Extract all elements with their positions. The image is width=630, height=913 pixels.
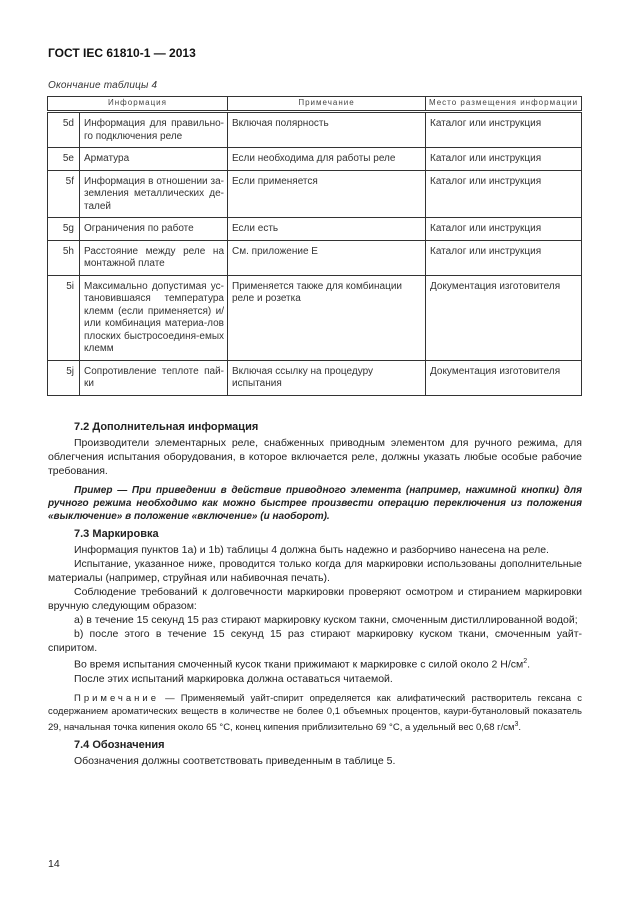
cell-info: Расстояние между реле на монтажной плате xyxy=(80,240,228,275)
cell-note: Если есть xyxy=(228,218,426,241)
table-row xyxy=(48,240,582,275)
section-7-2-title: 7.2 Дополнительная информация xyxy=(74,421,259,433)
row-number: 5f xyxy=(48,170,80,218)
cell-info: Ограничения по работе xyxy=(80,218,228,241)
paragraph: Информация пунктов 1a) и 1b) таблицы 4 должна быть надежно и разборчиво нанесена на реле. xyxy=(74,544,549,556)
table-4 xyxy=(47,96,582,396)
table-row xyxy=(48,170,582,218)
cell-place: Каталог или инструкция xyxy=(426,112,582,148)
note-paragraph xyxy=(48,692,582,734)
note-text: — Применяемый уайт-спирит определяется как алифатический растворитель гексана с содержанием ароматических веществ в количестве не более 0,1 объемных процентов, каури-бутаноловый показатель 29, начальная точка кипения около 65 °С, конец кипения приблизительно 69 °С, а удельный вес 0,68 г/см xyxy=(48,692,582,733)
column-header-place: Место размещения информации xyxy=(426,97,582,112)
cell-note: Включая полярность xyxy=(228,112,426,148)
paragraph: После этих испытаний маркировка должна оставаться читаемой. xyxy=(74,672,393,685)
column-header-info: Информация xyxy=(48,97,228,112)
paragraph: Во время испытания смоченный кусок ткани прижимают к маркировке с силой около 2 $Н/см^2$. xyxy=(74,658,531,671)
table-row xyxy=(48,218,582,241)
cell-place: Документация изготовителя xyxy=(426,360,582,395)
paragraph: Обозначения должны соответствовать приведенным в таблице 5. xyxy=(74,754,396,767)
row-number: 5e xyxy=(48,148,80,171)
row-number: 5i xyxy=(48,275,80,360)
note-label: Примечание xyxy=(74,692,159,704)
row-number: 5g xyxy=(48,218,80,241)
row-number: 5h xyxy=(48,240,80,275)
table-row xyxy=(48,360,582,395)
cell-info: Арматура xyxy=(80,148,228,171)
cell-place: Каталог или инструкция xyxy=(426,240,582,275)
cell-note: Включая ссылку на процедуру испытания xyxy=(228,360,426,395)
cell-place: Каталог или инструкция xyxy=(426,218,582,241)
paragraph: Производители элементарных реле, снабженных приводным элементом для ручного режима, для облегчения испытания оборудования, в которое включается реле, должны указать любые особые рабочие требования. xyxy=(48,437,582,477)
cell-info: Информация для правильно-го подключения реле xyxy=(80,112,228,148)
cell-place: Документация изготовителя xyxy=(426,275,582,360)
list-item-a: a) в течение 15 секунд 15 раз стирают маркировку куском такни, смоченным дистиллированной водой; xyxy=(74,614,578,626)
table-row xyxy=(48,112,582,148)
cell-note: Если необходима для работы реле xyxy=(228,148,426,171)
section-7-4-title: 7.4 Обозначения xyxy=(74,738,165,751)
row-number: 5d xyxy=(48,112,80,148)
superscript: 2 xyxy=(523,658,528,665)
cell-info: Сопротивление теплоте пай-ки xyxy=(80,360,228,395)
paragraph: Испытание, указанное ниже, проводится только когда для маркировки использованы дополнительные материалы (например, струйная или набивочная печать). xyxy=(48,558,582,584)
superscript: 3 xyxy=(514,720,519,728)
note-end: . xyxy=(518,721,522,733)
list-item-b: b) после этого в течение 15 секунд 15 раз стирают маркировку куском ткани, смоченным уайт-спиритом. xyxy=(48,628,582,654)
cell-note: Если применяется xyxy=(228,170,426,218)
table-row xyxy=(48,275,582,360)
cell-place: Каталог или инструкция xyxy=(426,170,582,218)
cell-place: Каталог или инструкция xyxy=(426,148,582,171)
cell-info: Максимально допустимая ус-тановившаяся температура клемм (если применяется) и/или комбинация материа-лов плоских быстросоединя-емых клемм xyxy=(80,275,228,360)
page-number: 14 xyxy=(48,858,60,870)
table-caption: Окончание таблицы 4 xyxy=(48,80,158,91)
table-row xyxy=(48,148,582,171)
row-number: 5j xyxy=(48,360,80,395)
section-7-3-title: 7.3 Маркировка xyxy=(74,528,159,540)
example-paragraph: Пример — При приведении в действие приводного элемента (например, нажимной кнопки) для ручного режима необходимо как можно быстрее произвести операцию переключения из положения «выключение» в положение «включение» (и наоборот). xyxy=(48,485,582,522)
document-body xyxy=(48,420,582,768)
cell-info: Информация в отношении за-земления металлических де-талей xyxy=(80,170,228,218)
document-header: ГОСТ IEC 61810-1 — 2013 xyxy=(48,46,196,60)
table-header-row xyxy=(48,97,582,112)
cell-note: См. приложение Е xyxy=(228,240,426,275)
paragraph: Соблюдение требований к долговечности маркировки проверяют осмотром и стиранием маркировки вручную следующим образом: xyxy=(48,586,582,612)
column-header-note: Примечание xyxy=(228,97,426,112)
paragraph-text: Во время испытания смоченный кусок ткани прижимают к маркировке с силой около 2 Н/см xyxy=(74,658,524,671)
cell-note: Применяется также для комбинации реле и розетка xyxy=(228,275,426,360)
